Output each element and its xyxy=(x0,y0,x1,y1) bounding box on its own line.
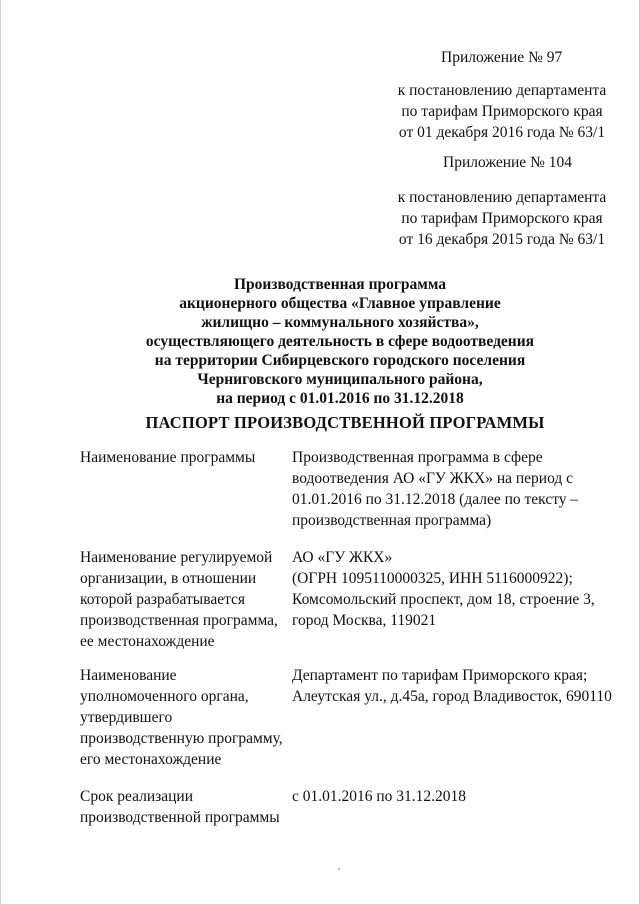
row-label-line: организации, в отношении xyxy=(80,570,257,587)
row-value-line: город Москва, 119021 xyxy=(292,612,437,629)
row-label-line: его местонахождение xyxy=(80,751,222,768)
row-label-line: Наименование программы xyxy=(80,449,256,466)
program-heading-line: жилищно – коммунального хозяйства», xyxy=(201,314,479,331)
row-label-line: Наименование регулируемой xyxy=(80,549,273,566)
appendix-97-ref-line: к постановлению департамента xyxy=(397,82,607,99)
program-heading-line: Черниговского муниципального района, xyxy=(197,371,483,388)
appendix-97-reference xyxy=(397,80,607,143)
row-label-line: производственную программу, xyxy=(80,730,283,747)
row-value xyxy=(292,447,612,531)
appendix-97-ref-line: от 01 декабря 2016 года № 63/1 xyxy=(398,124,606,141)
row-label xyxy=(80,547,285,652)
row-value xyxy=(292,547,612,631)
scan-speck xyxy=(338,868,340,870)
row-value xyxy=(292,665,612,707)
program-heading-line: Производственная программа xyxy=(233,276,447,293)
appendix-104-ref-line: к постановлению департамента xyxy=(397,189,607,206)
row-value-line: (ОГРН 1095110000325, ИНН 5116000922); xyxy=(292,570,573,587)
passport-heading: ПАСПОРТ ПРОИЗВОДСТВЕННОЙ ПРОГРАММЫ xyxy=(145,413,545,432)
row-value-line: Алеутская ул., д.45а, город Владивосток, 690110 xyxy=(292,688,612,705)
row-label xyxy=(80,665,285,770)
row-label-line: ее местонахождение xyxy=(80,633,215,650)
program-heading-line: акционерного общества «Главное управление xyxy=(179,295,501,312)
row-label-line: утвердившего xyxy=(80,709,173,726)
row-label-line: Срок реализации xyxy=(80,788,193,805)
row-label-line: которой разрабатывается xyxy=(80,591,246,608)
row-label-line: производственная программа, xyxy=(80,612,278,629)
row-label-line: уполномоченного органа, xyxy=(80,688,249,705)
row-value xyxy=(292,786,612,807)
program-heading-line: на территории Сибирцевского городского поселения xyxy=(154,352,526,369)
appendix-104-reference xyxy=(397,187,607,250)
row-value-line: производственная программа) xyxy=(292,512,492,529)
row-value-line: Комсомольский проспект, дом 18, строение 3, xyxy=(292,591,595,608)
program-heading-line: осуществляющего деятельность в сфере водоотведения xyxy=(145,333,535,350)
row-value-line: Департамент по тарифам Приморского края; xyxy=(292,667,588,684)
appendix-104-ref-line: по тарифам Приморского края xyxy=(401,210,603,227)
appendix-104-ref-line: от 16 декабря 2015 года № 63/1 xyxy=(398,231,606,248)
row-label xyxy=(80,786,285,828)
row-label-line: производственной программы xyxy=(80,809,280,826)
program-heading xyxy=(130,275,550,408)
row-label xyxy=(80,447,285,468)
row-label-line: Наименование xyxy=(80,667,177,684)
program-heading-line: на период с 01.01.2016 по 31.12.2018 xyxy=(216,390,464,407)
appendix-104-title: Приложение № 104 xyxy=(443,154,572,171)
row-value-line: АО «ГУ ЖКХ» xyxy=(292,549,393,566)
appendix-97-ref-line: по тарифам Приморского края xyxy=(401,103,603,120)
row-value-line: с 01.01.2016 по 31.12.2018 xyxy=(292,788,467,805)
row-value-line: 01.01.2016 по 31.12.2018 (далее по тексту – xyxy=(292,491,579,508)
row-value-line: водоотведения АО «ГУ ЖКХ» на период с xyxy=(292,470,574,487)
appendix-97-title: Приложение № 97 xyxy=(441,49,563,66)
row-value-line: Производственная программа в сфере xyxy=(292,449,543,466)
